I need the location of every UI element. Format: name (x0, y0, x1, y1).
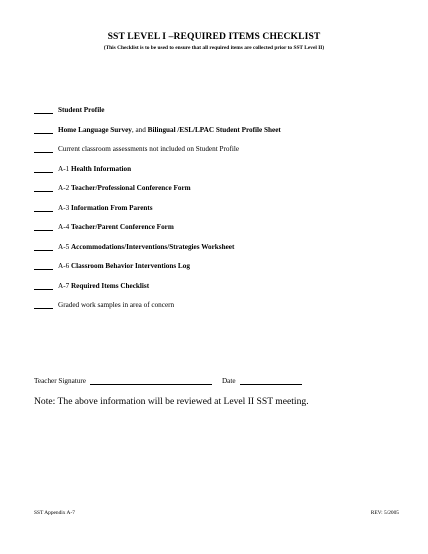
checkbox-blank-line[interactable] (34, 222, 53, 231)
checklist-item-text: Current classroom assessments not included on Student Profile (58, 145, 240, 153)
checklist-item-text: Required Items Checklist (70, 281, 150, 290)
date-line[interactable] (240, 376, 302, 385)
teacher-signature-line[interactable] (90, 376, 212, 385)
checklist-item-text: A-5 (58, 242, 71, 251)
checklist-item-label (58, 300, 174, 310)
checkbox-blank-line[interactable] (34, 105, 53, 114)
checklist-item-text: A-3 (58, 203, 71, 212)
checklist-item-text: Information From Parents (70, 203, 153, 212)
checklist-item-label (58, 281, 149, 291)
checklist-item-label (58, 144, 239, 154)
checklist-item-label (58, 164, 131, 174)
checklist-item (34, 281, 404, 301)
checkbox-blank-line[interactable] (34, 125, 53, 134)
checklist-item-text: , and (131, 125, 148, 134)
checklist-item-text: Teacher/Parent Conference Form (70, 223, 174, 231)
footer-appendix-label: SST Appendix A-7 (34, 510, 75, 516)
checklist-item (34, 203, 404, 223)
checkbox-blank-line[interactable] (34, 242, 53, 251)
page-subtitle: (This Checklist is to be used to ensure that all required items are collected prior to SST Level II) (103, 45, 325, 51)
footer-revision-label: REV: 5/2005 (370, 510, 399, 516)
checklist-item (34, 242, 404, 262)
checklist-item (34, 125, 404, 145)
checklist-item (34, 164, 404, 184)
checklist-item-label (58, 183, 191, 193)
checklist-item-text: Classroom Behavior Interventions Log (70, 262, 190, 270)
checklist-item-text: Teacher/Professional Conference Form (70, 184, 191, 192)
checklist-item-text: Bilingual /ESL/LPAC Student Profile Sheet (147, 125, 281, 134)
checklist-item (34, 183, 404, 203)
checklist-item-text: A-2 (58, 184, 71, 192)
checklist-item-label (58, 203, 153, 213)
checklist-item-text: Student Profile (58, 106, 105, 114)
checkbox-blank-line[interactable] (34, 183, 53, 192)
checklist-item (34, 222, 404, 242)
checkbox-blank-line[interactable] (34, 300, 53, 309)
checklist-item (34, 300, 404, 320)
checklist-item-label (58, 222, 174, 232)
checklist-item (34, 144, 404, 164)
checklist-item-text: Accommodations/Interventions/Strategies Worksheet (70, 242, 235, 251)
checkbox-blank-line[interactable] (34, 203, 53, 212)
checklist-item-label (58, 261, 190, 271)
checklist-item-text: A-7 (58, 281, 71, 290)
page-title: SST LEVEL I –REQUIRED ITEMS CHECKLIST (107, 31, 321, 42)
checkbox-blank-line[interactable] (34, 261, 53, 270)
checkbox-blank-line[interactable] (34, 281, 53, 290)
checklist-item-label (58, 125, 281, 135)
checklist-item-text: A-6 (58, 262, 71, 270)
date-label: Date (221, 377, 236, 385)
checklist-item (34, 261, 404, 281)
review-note: Note: The above information will be reviewed at Level II SST meeting. (34, 396, 309, 407)
checklist-item-text: Graded work samples in area of concern (58, 301, 175, 309)
checklist-item-text: A-4 (58, 223, 71, 231)
checklist-item-label (58, 242, 234, 252)
checklist-item-text: Health Information (70, 164, 132, 173)
required-items-checklist (34, 105, 404, 320)
teacher-signature-label: Teacher Signature (34, 377, 86, 385)
signature-row (34, 376, 302, 385)
checklist-item-label (58, 105, 104, 115)
checklist-item-text: A-1 (58, 164, 71, 173)
checklist-item (34, 105, 404, 125)
checklist-item-text: Home Language Survey (58, 125, 132, 134)
checkbox-blank-line[interactable] (34, 144, 53, 153)
checkbox-blank-line[interactable] (34, 164, 53, 173)
